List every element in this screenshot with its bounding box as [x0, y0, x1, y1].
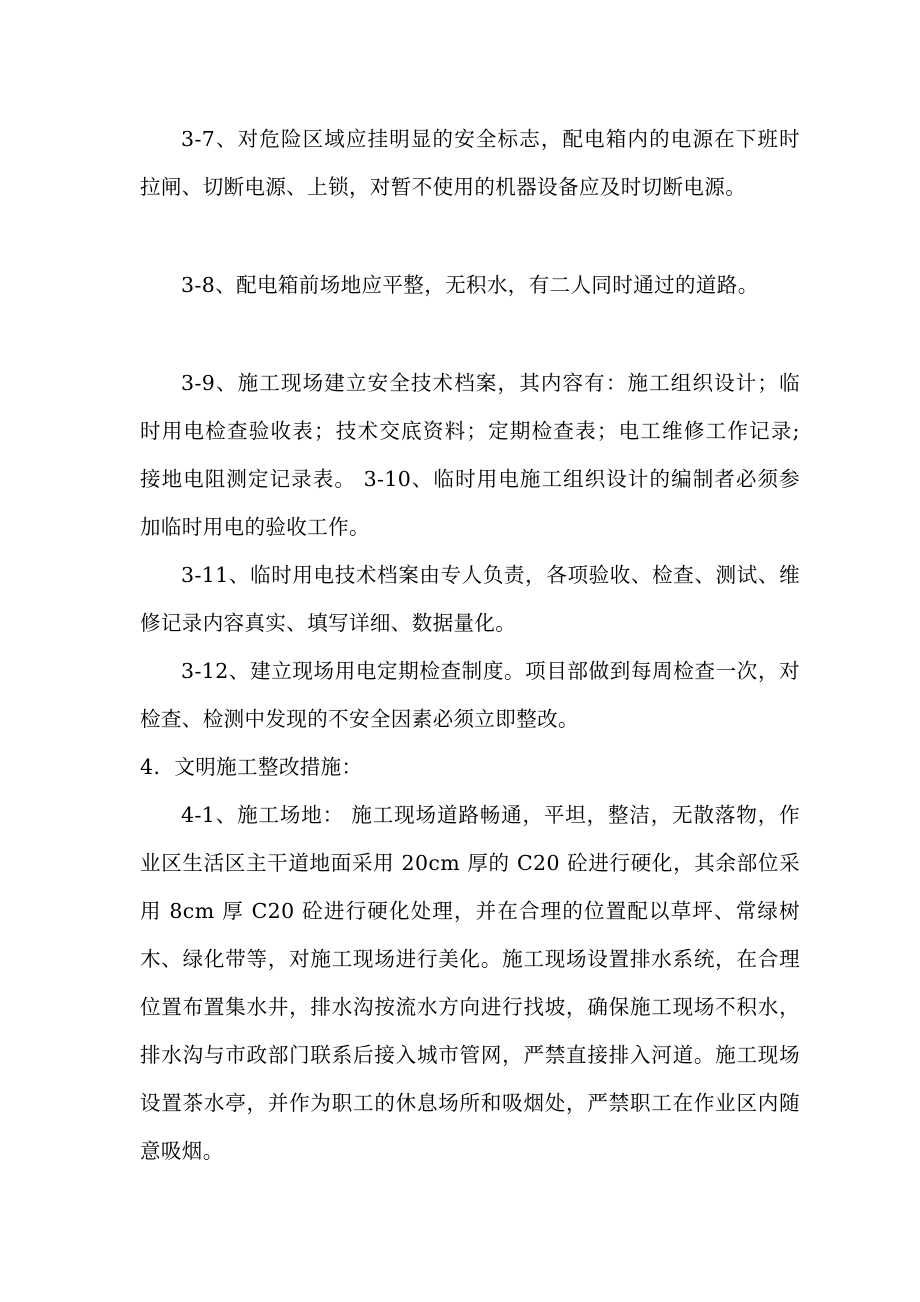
paragraph-3-7: 3-7、对危险区域应挂明显的安全标志，配电箱内的电源在下班时拉闸、切断电源、上锁，对暂不使用的机器设备应及时切断电源。	[140, 127, 800, 199]
paragraph-3-11: 3-11、临时用电技术档案由专人负责，各项验收、检查、测试、维修记录内容真实、填写详细、数据量化。	[140, 563, 800, 635]
paragraph-4-1: 4-1、施工场地： 施工现场道路畅通，平坦，整洁，无散落物，作业区生活区主干道地面采用 20cm 厚的 C20 砼进行硬化，其余部位采用 8cm 厚 C20 砼进行硬化处理，并在合理的位置配以草坪、常绿树木、绿化带等，对施工现场进行美化。施工现场设置排水系统，在合理位置布置集水井，排水沟按流水方向进行找坡，确保施工现场不积水，排水沟与市政部门联系后接入城市管网，严禁直接排入河道。施工现场设置茶水亭，并作为职工的休息场所和吸烟处，严禁职工在作业区内随意吸烟。	[140, 803, 800, 1163]
paragraph-3-12: 3-12、建立现场用电定期检查制度。项目部做到每周检查一次，对检查、检测中发现的不安全因素必须立即整改。	[140, 659, 800, 731]
paragraph-3-8: 3-8、配电箱前场地应平整，无积水，有二人同时通过的道路。	[181, 273, 759, 297]
section-heading-4: 4．文明施工整改措施：	[140, 755, 363, 779]
paragraph-3-9: 3-9、施工现场建立安全技术档案，其内容有：施工组织设计；临时用电检查验收表；技术交底资料；定期检查表；电工维修工作记录; 接地电阻测定记录表。 3-10、临时用电施工组织设计的编制者必须参加临时用电的验收工作。	[140, 371, 800, 539]
